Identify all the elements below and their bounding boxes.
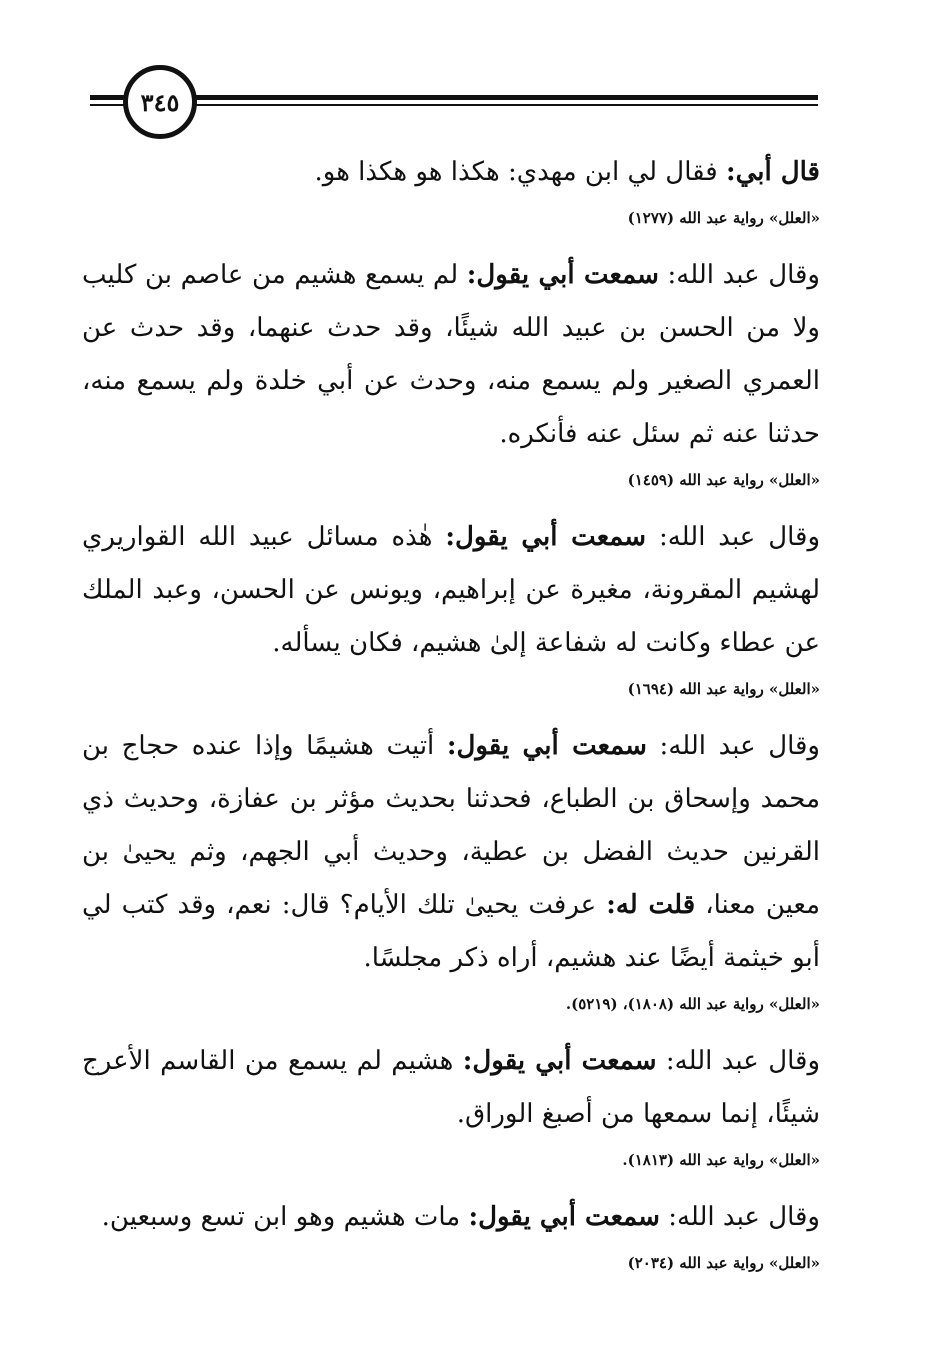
speaker-label: سمعت أبي يقول: xyxy=(466,260,659,290)
citation: «العلل» رواية عبد الله (٢٠٣٤) xyxy=(627,1254,820,1272)
entry-body: لم يسمع هشيم من عاصم بن كليب ولا من الحسن بن عبيد الله شيئًا، وقد حدث عنهما، وقد حدث عن العمري الصغير ولم يسمع منه، وحدث عن أبي خلدة ولم يسمع منه، حدثنا عنه ثم سئل عنه فأنكره. xyxy=(82,260,820,449)
entry-body: أتيت هشيمًا وإذا عنده حجاج بن محمد وإسحاق بن الطباع، فحدثنا بحديث مؤثر بن عفازة، وحديث ذي القرنين حديث الفضل بن عطية، وحديث أبي الجهم، وثم يحيىٰ بن معين معنا، xyxy=(82,731,821,920)
speaker-label-2: قلت له: xyxy=(606,890,696,920)
citation: «العلل» رواية عبد الله (١٢٧٧) xyxy=(627,209,820,227)
entry-body-2: عرفت يحيىٰ تلك الأيام؟ قال: نعم، وقد كتب لي أبو خيثمة أيضًا عند هشيم، أراه ذكر مجلسًا. xyxy=(82,890,820,973)
page-body xyxy=(82,146,820,1294)
entry-intro: وقال عبد الله: xyxy=(646,731,820,761)
entry-intro: وقال عبد الله: xyxy=(646,522,820,552)
speaker-label: سمعت أبي يقول: xyxy=(446,731,647,761)
entry-text xyxy=(82,720,820,985)
entry-text xyxy=(82,1191,820,1244)
header-rule-thin xyxy=(90,104,818,106)
speaker-label: سمعت أبي يقول: xyxy=(462,1046,657,1076)
citation: «العلل» رواية عبد الله (١٤٥٩) xyxy=(627,471,820,489)
speaker-label: قال أبي: xyxy=(725,157,820,187)
entry-body: هشيم لم يسمع من القاسم الأعرج شيئًا، إنما سمعها من أصبغ الوراق. xyxy=(82,1046,820,1129)
citation: «العلل» رواية عبد الله (١٨١٣). xyxy=(622,1151,820,1169)
header-rule-thick xyxy=(90,95,818,100)
entry-text xyxy=(82,1035,820,1141)
entry-intro: وقال عبد الله: xyxy=(658,260,820,290)
entry-body: فقال لي ابن مهدي: هكذا هو هكذا هو. xyxy=(314,157,726,187)
entry-body: هٰذه مسائل عبيد الله القواريري لهشيم المقرونة، مغيرة عن إبراهيم، ويونس عن الحسن، وعبد الملك عن عطاء وكانت له شفاعة إلىٰ هشيم، فكان يسأله. xyxy=(82,522,820,658)
entry-text xyxy=(82,249,820,461)
entry-body: مات هشيم وهو ابن تسع وسبعين. xyxy=(101,1202,469,1232)
page-number: ٣٤٥ xyxy=(123,65,197,139)
page-header xyxy=(0,0,936,140)
citation: «العلل» رواية عبد الله (١٨٠٨)، (٥٢١٩). xyxy=(565,995,820,1013)
speaker-label: سمعت أبي يقول: xyxy=(445,522,647,552)
speaker-label: سمعت أبي يقول: xyxy=(468,1202,660,1232)
entry-text xyxy=(82,146,820,199)
citation: «العلل» رواية عبد الله (١٦٩٤) xyxy=(627,680,820,698)
entry-text xyxy=(82,511,820,670)
entry-intro: وقال عبد الله: xyxy=(659,1202,820,1232)
entry-intro: وقال عبد الله: xyxy=(656,1046,821,1076)
